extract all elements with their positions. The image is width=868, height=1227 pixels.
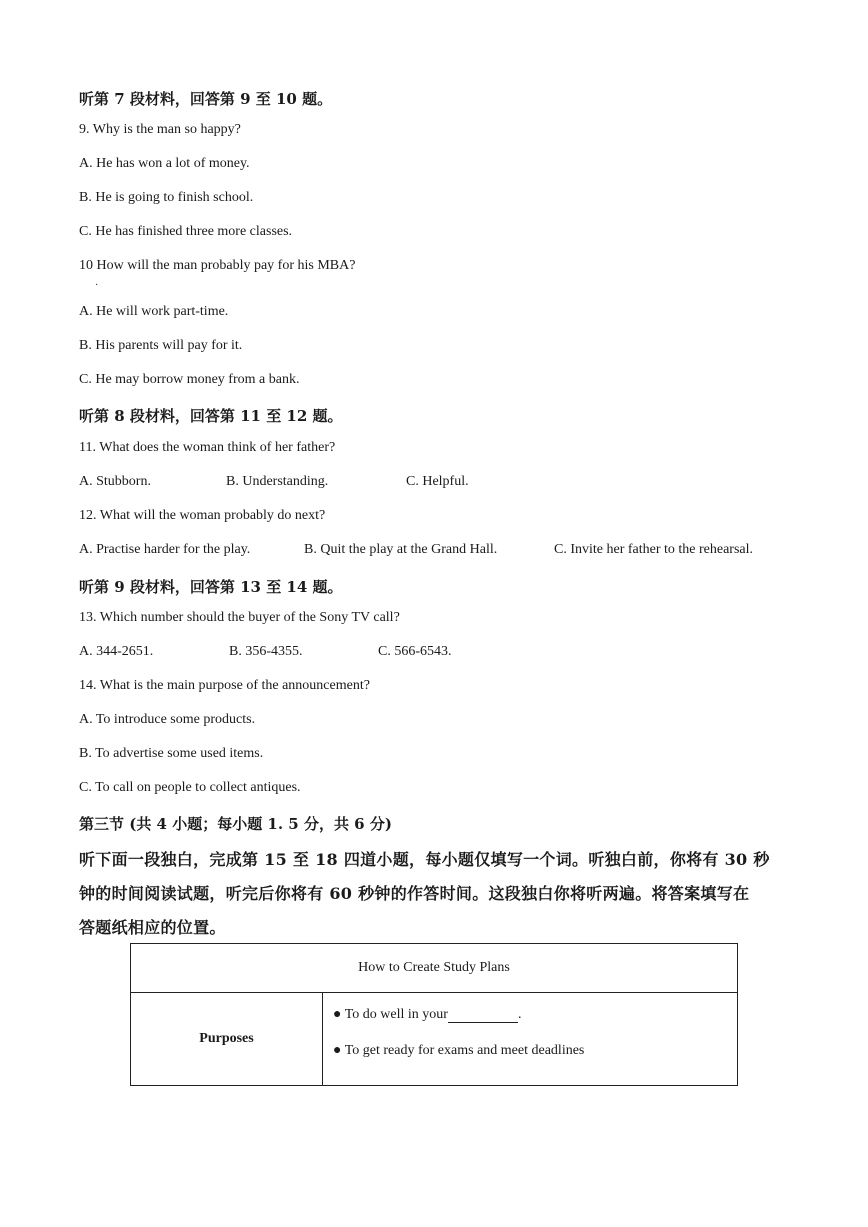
question-9-option-a: A. He has won a lot of money. <box>79 156 250 171</box>
table-title: How to Create Study Plans <box>131 944 738 993</box>
stray-dot-mark: · <box>95 280 99 291</box>
question-13: 13. Which number should the buyer of the Sony TV call? <box>79 610 400 625</box>
question-10-option-a: A. He will work part-time. <box>79 304 229 319</box>
question-14-option-c: C. To call on people to collect antiques. <box>79 780 301 795</box>
question-10-option-b: B. His parents will pay for it. <box>79 338 243 353</box>
part-3-instruction-line-1: 听下面一段独白，完成第 15 至 18 四道小题，每小题仅填写一个词。听独白前，你将有 30 秒 <box>79 850 770 869</box>
bullet-icon: ● <box>333 1043 342 1058</box>
purpose-item-1-period: . <box>517 1007 522 1022</box>
purpose-item-1-text: To do well in your <box>344 1007 448 1022</box>
question-12-option-a: A. Practise harder for the play. <box>79 542 251 557</box>
part-3-instruction-line-2: 钟的时间阅读试题，听完后你将有 60 秒钟的作答时间。这段独白你将听两遍。将答案填写在 <box>79 884 750 903</box>
question-11-option-a: A. Stubborn. <box>79 474 151 489</box>
question-9-option-c: C. He has finished three more classes. <box>79 224 293 239</box>
section-8-heading: 听第 8 段材料，回答第 11 至 12 题。 <box>79 407 343 425</box>
purpose-item-2 <box>333 1043 737 1059</box>
question-14-option-a: A. To introduce some products. <box>79 712 256 727</box>
question-13-option-a: A. 344-2651. <box>79 644 154 659</box>
question-11: 11. What does the woman think of her father? <box>79 440 336 455</box>
purpose-item-1 <box>333 1007 737 1023</box>
question-9-option-b: B. He is going to finish school. <box>79 190 254 205</box>
part-3-instruction-line-3: 答题纸相应的位置。 <box>79 918 226 937</box>
question-11-option-b: B. Understanding. <box>226 474 329 489</box>
question-13-option-c: C. 566-6543. <box>378 644 452 659</box>
section-7-heading: 听第 7 段材料，回答第 9 至 10 题。 <box>79 90 333 108</box>
bullet-icon: ● <box>333 1007 342 1022</box>
study-plan-table <box>130 943 738 1086</box>
question-11-option-c: C. Helpful. <box>406 474 469 489</box>
question-10-option-c: C. He may borrow money from a bank. <box>79 372 300 387</box>
purposes-cell <box>323 993 738 1086</box>
question-14: 14. What is the main purpose of the announcement? <box>79 678 370 693</box>
purpose-item-2-text: To get ready for exams and meet deadlines <box>344 1043 585 1058</box>
part-3-heading: 第三节 (共 4 小题；每小题 1. 5 分，共 6 分) <box>79 815 392 833</box>
question-10: 10 How will the man probably pay for his MBA? <box>79 258 356 273</box>
question-13-option-b: B. 356-4355. <box>229 644 303 659</box>
section-9-heading: 听第 9 段材料，回答第 13 至 14 题。 <box>79 578 343 596</box>
answer-blank-15[interactable] <box>448 1008 518 1023</box>
question-12-option-b: B. Quit the play at the Grand Hall. <box>304 542 498 557</box>
question-9: 9. Why is the man so happy? <box>79 122 241 137</box>
purposes-label: Purposes <box>131 993 323 1086</box>
question-12: 12. What will the woman probably do next? <box>79 508 326 523</box>
question-12-option-c: C. Invite her father to the rehearsal. <box>554 542 754 557</box>
question-14-option-b: B. To advertise some used items. <box>79 746 264 761</box>
